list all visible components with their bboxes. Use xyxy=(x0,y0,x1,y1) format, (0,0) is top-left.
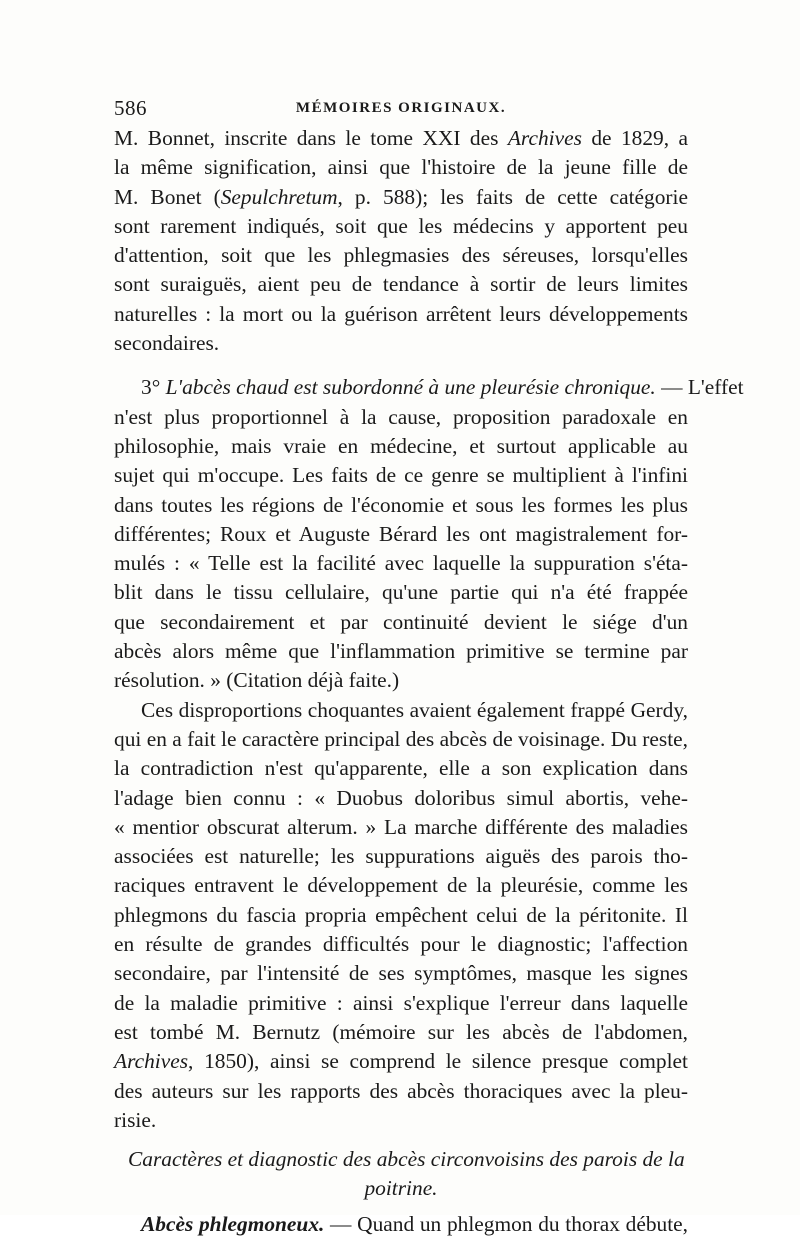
text-line: phlegmons du fascia propria empêchent celui de la péritonite. Il xyxy=(114,902,688,927)
running-head xyxy=(114,96,688,120)
text-line: dans toutes les régions de l'économie et sous les formes les plus xyxy=(114,492,688,517)
text-line: Abcès phlegmoneux. — Quand un phlegmon du thorax débute, xyxy=(141,1211,688,1236)
text-line: M. Bonet (Sepulchretum, p. 588); les faits de cette catégorie xyxy=(114,184,688,209)
body-text xyxy=(114,124,744,1239)
text-line: sujet qui m'occupe. Les faits de ce genre se multiplient à l'infini xyxy=(114,463,688,488)
text-line: est tombé M. Bernutz (mémoire sur les abcès de l'abdomen, xyxy=(114,1019,688,1044)
text-line: Archives, 1850), ainsi se comprend le silence presque complet xyxy=(114,1049,688,1074)
subsection-heading-continued: poitrine. xyxy=(364,1176,438,1201)
text-line: sont suraiguës, aient peu de tendance à sortir de leurs limites xyxy=(114,272,688,297)
text-line: naturelles : la mort ou la guérison arrêtent leurs développements xyxy=(114,301,688,326)
text-line: mulés : « Telle est la facilité avec laquelle la suppuration s'éta- xyxy=(114,551,688,576)
text-line: n'est plus proportionnel à la cause, proposition paradoxale en xyxy=(114,404,688,429)
text-line: la contradiction n'est qu'apparente, elle a son explication dans xyxy=(114,756,688,781)
text-line: sont rarement indiqués, soit que les médecins y apportent peu xyxy=(114,213,688,238)
paragraph-label: Abcès phlegmoneux. xyxy=(141,1211,325,1236)
text-line: en résulte de grandes difficultés pour le diagnostic; l'affection xyxy=(114,932,688,957)
section-heading-line: 3° L'abcès chaud est subordonné à une pleurésie chronique. — L'effet xyxy=(141,375,744,400)
page-number: 586 xyxy=(114,96,147,120)
text-line: risie. xyxy=(114,1107,157,1132)
text-line: abcès alors même que l'inflammation primitive se termine par xyxy=(114,639,688,664)
text-line: secondaire, par l'intensité de ses symptômes, masque les signes xyxy=(114,961,688,986)
text-line: l'adage bien connu : « Duobus doloribus simul abortis, vehe- xyxy=(114,785,688,810)
text-line: associées est naturelle; les suppurations aiguës des parois tho- xyxy=(114,844,688,869)
text-line: la même signification, ainsi que l'histoire de la jeune fille de xyxy=(114,155,688,180)
subsection-heading: Caractères et diagnostic des abcès circonvoisins des parois de la xyxy=(128,1147,685,1172)
text-line: résolution. » (Citation déjà faite.) xyxy=(114,668,400,693)
text-line: philosophie, mais vraie en médecine, et surtout applicable au xyxy=(114,433,688,458)
running-title: MÉMOIRES ORIGINAUX. xyxy=(295,100,507,116)
text-line: d'attention, soit que les phlegmasies des séreuses, lorsqu'elles xyxy=(114,243,688,268)
text-line: blit dans le tissu cellulaire, qu'une partie qui n'a été frappée xyxy=(114,580,688,605)
text-line: qui en a fait le caractère principal des abcès de voisinage. Du reste, xyxy=(114,726,688,751)
text-line: raciques entravent le développement de la pleurésie, comme les xyxy=(114,873,688,898)
text-line: secondaires. xyxy=(114,331,220,356)
text-line: « mentior obscurat alterum. » La marche différente des maladies xyxy=(114,814,688,839)
text-line: Ces disproportions choquantes avaient également frappé Gerdy, xyxy=(141,697,688,722)
text-line: différentes; Roux et Auguste Bérard les ont magistralement for- xyxy=(114,521,688,546)
section-title: L'abcès chaud est subordonné à une pleurésie chronique. xyxy=(165,375,656,400)
text-line: de la maladie primitive : ainsi s'explique l'erreur dans laquelle xyxy=(114,990,688,1015)
text-line: que secondairement et par continuité devient le siége d'un xyxy=(114,609,688,634)
text-line: M. Bonnet, inscrite dans le tome XXI des Archives de 1829, a xyxy=(114,126,689,150)
text-line: des auteurs sur les rapports des abcès thoraciques avec la pleu- xyxy=(114,1078,688,1103)
